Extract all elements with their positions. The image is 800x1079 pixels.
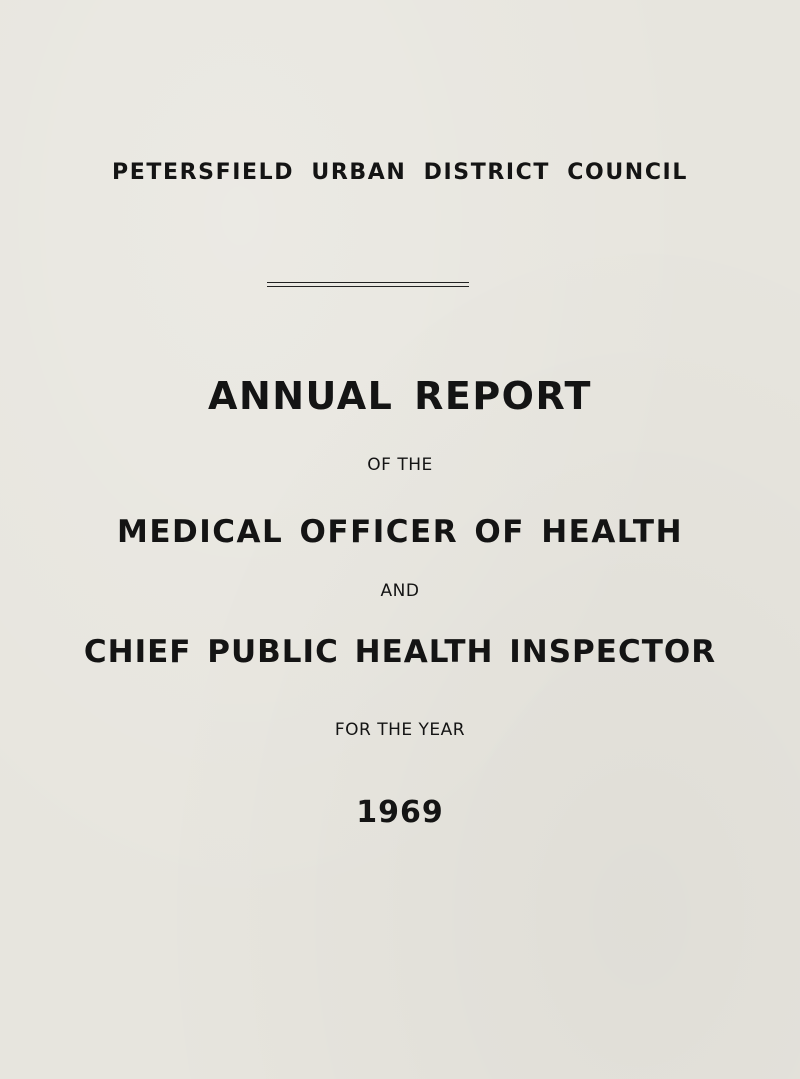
report-title: ANNUAL REPORT [208, 374, 592, 418]
and-text: AND [380, 581, 420, 601]
council-name: PETERSFIELD URBAN DISTRICT COUNCIL [112, 160, 688, 185]
of-the-text: OF THE [367, 455, 433, 475]
divider-rule-top [267, 282, 469, 283]
medical-officer-heading: MEDICAL OFFICER OF HEALTH [116, 514, 684, 550]
chief-inspector-heading: CHIEF PUBLIC HEALTH INSPECTOR [83, 634, 717, 670]
for-the-year-text: FOR THE YEAR [334, 720, 466, 740]
divider-rule-bottom [267, 286, 469, 287]
report-year: 1969 [356, 795, 444, 830]
